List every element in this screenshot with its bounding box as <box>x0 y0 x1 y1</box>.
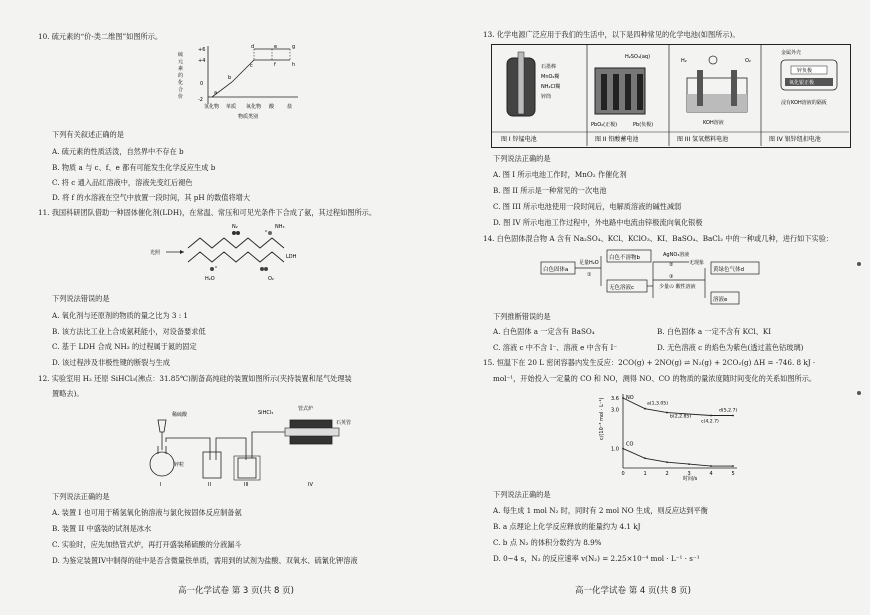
q11-prompt: 下列说法错误的是 <box>52 294 110 303</box>
q11-ldh-zigzag-bottom <box>188 252 284 262</box>
q10-point-b: b <box>228 75 232 81</box>
svg-text:价: 价 <box>178 94 184 100</box>
q14-option-b: B. 白色固体 a 一定不含有 KCl、KI <box>657 327 772 336</box>
flow-insol: 白色不溶物b <box>609 255 640 261</box>
chart-point <box>644 457 646 459</box>
q14-stem: 14. 白色固体混合物 A 含有 Na₂SO₄、KCl、KClO₃、KI、BaSO₄、BaCl₂ 中的一种或几种，进行如下实验： <box>483 234 834 243</box>
q12-option-b: B. 装置 II 中盛装的试剂是冰水 <box>52 524 152 533</box>
fig4-label-2: 氧化银正极 <box>789 80 815 86</box>
chart-xtick: 0 <box>621 471 625 477</box>
q12-flask <box>150 452 174 476</box>
q10-xtick-1: 单质 <box>226 104 237 110</box>
q10-xtick-3: 酸 <box>269 104 275 110</box>
q11-nh3-label: NH₃ <box>275 224 285 230</box>
q11-light-label: 光照 <box>150 250 161 256</box>
q12-option-a: A. 装置 I 也可用于稀氢氧化钠溶液与氯化铵固体反应制备氨 <box>52 508 242 517</box>
svg-text:的: 的 <box>178 73 184 79</box>
q10-point-g: g <box>292 44 296 50</box>
q12-label-iv: IV <box>308 482 313 488</box>
q12-label-i: I <box>160 482 162 488</box>
q15-option-c: C. b 点 N₂ 的体积分数约为 8.9% <box>493 538 602 547</box>
flow-sol-e: 溶液e <box>713 297 728 303</box>
q10-ytick-3: -2 <box>198 97 203 103</box>
q11-option-d: D. 该过程涉及非极性键的断裂与生成 <box>52 358 170 367</box>
chart-point <box>622 397 624 399</box>
chart-ytick: 1.0 <box>611 446 619 453</box>
chart-xlabel: 时间/s <box>683 476 698 482</box>
q12-option-d: D. 为鉴定装置IV中制得的硅中是否含微量铁单质，需用到的试剂为盐酸、双氧水、硫氰化钾溶液 <box>52 556 358 565</box>
q10-prompt: 下列有关叙述正确的是 <box>52 130 124 139</box>
q10-xtick-0: 氢化物 <box>204 104 220 110</box>
binding-hole <box>857 262 861 266</box>
chart-xtick: 4 <box>709 471 713 477</box>
q12-apparatus-diagram <box>140 400 380 488</box>
q12-stem-1: 12. 实验室用 H₂ 还原 SiHCl₃(沸点：31.85℃)制备高纯硅的装置如图所示(夹持装置和尾气处理装 <box>38 374 352 383</box>
q11-ldh-label: LDH <box>286 254 297 260</box>
q11-option-b: B. 该方法比工业上合成氨耗能小，对设备要求低 <box>52 327 206 336</box>
q10-option-c: C. 将 c 通入品红溶液中，溶液先变红后褪色 <box>52 178 193 187</box>
q12-zinc-label: 锌粒 <box>174 462 185 468</box>
right-footer: 高一化学试卷 第 4 页(共 8 页) <box>575 586 691 596</box>
fig4-caption: 图 IV 银锌纽扣电池 <box>769 136 821 143</box>
q10-xtick-4: 盐 <box>287 104 293 110</box>
chart-point <box>688 463 690 465</box>
q11-ldh-diagram <box>150 218 300 284</box>
q10-xtick-2: 氧化物 <box>246 104 262 110</box>
chart-point <box>732 465 734 467</box>
chart-xtick: 2 <box>665 471 669 477</box>
fig4-label-3: 浸有KOH溶液的隔板 <box>781 100 827 106</box>
q14-flowchart <box>539 248 779 308</box>
q10-point-c: c <box>250 63 253 69</box>
q15-stem-2: mol⁻¹，开始投入一定量的 CO 和 NO，测得 NO、CO 的物质的量浓度随时间变化的关系如图所示。 <box>493 374 817 383</box>
chart-point <box>710 465 712 467</box>
chart-xtick: 5 <box>731 471 735 477</box>
q10-ytick-0: +6 <box>198 47 206 53</box>
q10-point-e: e <box>274 44 278 50</box>
q13-option-c: C. 图 III 所示电池使用一段时间后，电解质溶液的碱性减弱 <box>493 202 682 211</box>
q12-bottle-2 <box>203 452 221 478</box>
flow-no-change: 无现象 <box>689 260 705 266</box>
q13-option-b: B. 图 II 所示是一种常见的一次电池 <box>493 186 607 195</box>
q15-option-b: B. a 点理论上化学反应释放的能量约为 4.1 kJ <box>493 522 641 531</box>
chart-point <box>710 415 712 417</box>
left-footer: 高一化学试卷 第 3 页(共 8 页) <box>178 586 294 596</box>
q12-stem-2: 置略去)。 <box>52 389 84 398</box>
flow-a: 白色固体a <box>543 267 569 273</box>
chart-xtick: 1 <box>643 471 647 477</box>
chart-point <box>666 461 668 463</box>
fig1-label-0: 石墨棒 <box>541 64 557 70</box>
svg-text:化: 化 <box>178 80 184 86</box>
q12-bottle-3 <box>238 458 256 478</box>
fig2-label-1: PbO₂(正极) <box>591 122 618 128</box>
q12-acid-label: 稀硫酸 <box>172 412 188 418</box>
q14-option-d: D. 无色溶液 c 的焰色为紫色(透过蓝色钴玻璃) <box>657 343 804 352</box>
flow-acid-sol: 少量の 酸性溶液 <box>659 284 696 290</box>
q15-concentration-chart <box>595 388 745 482</box>
fig1-label-2: NH₄Cl糊 <box>541 84 561 90</box>
q12-label-iii: III <box>244 482 249 488</box>
q10-point-d: d <box>251 44 255 50</box>
chart-ylabel: c/(10⁻³ mol · L⁻¹) <box>599 397 605 440</box>
flow-step3: ③ <box>669 274 674 280</box>
q10-point-h: h <box>292 62 296 68</box>
svg-text:素: 素 <box>178 66 184 72</box>
q11-option-c: C. 基于 LDH 合成 NH₃ 的过程属于氮的固定 <box>52 342 197 351</box>
q13-battery-drawings <box>491 44 849 146</box>
q12-prompt: 下列说法正确的是 <box>52 492 110 501</box>
chart-point <box>622 448 624 450</box>
q13-prompt: 下列说法正确的是 <box>493 154 551 163</box>
flow-yellow: 黄绿色气体d <box>713 267 744 273</box>
fig3-label-1: O₂ <box>745 58 751 64</box>
fig1-label-1: MnO₂糊 <box>541 74 560 80</box>
q11-option-a: A. 氧化剂与还原剂的物质的量之比为 3 : 1 <box>52 311 188 320</box>
chart-xtick: 3 <box>687 471 691 477</box>
chart-series-co <box>623 449 733 467</box>
fig2-label-0: H₂SO₄(aq) <box>625 54 651 60</box>
fig4-label-1: 锌负极 <box>797 68 813 74</box>
q11-stem: 11. 我国科研团队借助一种固体催化剂(LDH)，在常温、常压和可见光条件下合成了氨，其过程如图所示。 <box>38 208 377 217</box>
q12-quartz-tube <box>285 428 339 436</box>
q11-o2-label: O₂ <box>268 276 274 282</box>
q13-option-d: D. 图 IV 所示电池工作过程中，外电路中电流由锌极流向氧化银极 <box>493 218 703 227</box>
chart-ytick: 3.6 <box>611 396 619 402</box>
fig3-caption: 图 III 氢氧燃料电池 <box>677 136 729 143</box>
q14-prompt: 下列推断错误的是 <box>493 312 551 321</box>
q12-funnel <box>158 420 166 432</box>
q13-stem: 13. 化学电源广泛应用于我们的生活中，以下是四种常见的化学电池(如图所示)。 <box>483 30 740 39</box>
q12-sihcl3-label: SiHCl₃ <box>258 410 274 416</box>
chart-point <box>644 408 646 410</box>
q11-ldh-zigzag-top <box>188 238 284 248</box>
q15-stem-1: 15. 恒温下在 20 L 密闭容器内发生反应：2CO(g) + 2NO(g) ⇌ N₂(g) + 2CO₂(g) ΔH = -746. 8 kJ · <box>483 358 816 367</box>
flow-agno3: AgNO₃溶液 <box>663 252 690 258</box>
q10-ytick-2: 0 <box>200 81 204 87</box>
fig1-caption: 图 I 锌锰电池 <box>501 136 537 143</box>
flow-sol-c: 无色溶液c <box>609 285 635 291</box>
q10-ylabel-1: 硫 <box>178 52 184 58</box>
q12-option-c: C. 实验时，应先加热管式炉，再打开盛装稀硫酸的分液漏斗 <box>52 540 242 549</box>
q15-option-d: D. 0~4 s，N₂ 的反应速率 v(N₂) = 2.25×10⁻⁴ mol · L⁻¹ · s⁻¹ <box>493 554 700 563</box>
flow-water: 足量H₂O <box>579 260 599 266</box>
chart-annotation: b(2,2.85) <box>670 414 692 420</box>
chart-series-label: CO <box>626 441 634 448</box>
q10-option-d: D. 将 f 的水溶液在空气中放置一段时间，其 pH 的数值将增大 <box>52 193 251 202</box>
right-page <box>435 0 870 615</box>
chart-annotation: a(1,3.05) <box>647 401 669 407</box>
q14-option-c: C. 溶液 c 中不含 I⁻、溶液 e 中含有 I⁻ <box>493 343 618 352</box>
chart-series-no <box>623 398 733 416</box>
fig2-label-2: Pb(负极) <box>633 122 654 128</box>
chart-point <box>732 415 734 417</box>
q10-point-a: a <box>214 90 218 96</box>
fig3-label-0: H₂ <box>681 58 687 64</box>
chart-series-label: NO <box>626 395 634 401</box>
q14-option-a: A. 白色固体 a 一定含有 BaSO₄ <box>493 327 595 336</box>
q15-option-a: A. 每生成 1 mol N₂ 时，同时有 2 mol NO 生成，则反应达到平衡 <box>493 506 708 515</box>
chart-point <box>666 412 668 414</box>
q12-quartz-label: 石英管 <box>336 420 352 426</box>
q12-label-ii: II <box>208 482 211 488</box>
q10-option-a: A. 硫元素的性质活泼，自然界中不存在 b <box>52 147 184 156</box>
q11-h2o-label: H₂O <box>205 276 215 282</box>
q12-furnace-label: 管式炉 <box>298 406 314 412</box>
svg-text:元: 元 <box>178 59 184 65</box>
fig1-label-3: 锌筒 <box>541 94 552 100</box>
fig2-caption: 图 II 铅酸蓄电池 <box>595 136 639 143</box>
chart-annotation: d(5,2.7) <box>719 408 738 414</box>
flow-step1: ① <box>587 272 592 278</box>
q10-point-f: f <box>274 62 276 68</box>
svg-text:合: 合 <box>178 87 184 93</box>
chart-ytick: 3.0 <box>611 407 619 414</box>
flow-step2: ② <box>669 262 674 268</box>
chart-annotation: c(4,2.7) <box>701 419 719 425</box>
q10-stem: 10. 硫元素的“价-类二维图”如图所示。 <box>38 32 163 41</box>
q10-ytick-1: +4 <box>198 58 206 64</box>
fig4-label-0: 金属外壳 <box>781 50 802 56</box>
binding-hole <box>857 391 861 395</box>
fig3-label-2: KOH溶液 <box>703 120 724 126</box>
q15-prompt: 下列说法正确的是 <box>493 490 551 499</box>
q10-option-b: B. 物质 a 与 c、f、e 都有可能发生化学反应生成 b <box>52 163 216 172</box>
q13-option-a: A. 图 I 所示电池工作时，MnO₂ 作催化剂 <box>493 170 627 179</box>
q11-n2-label: N₂ <box>232 224 238 230</box>
q10-xlabel: 物质类别 <box>238 114 259 120</box>
q10-valence-chart <box>168 42 308 122</box>
